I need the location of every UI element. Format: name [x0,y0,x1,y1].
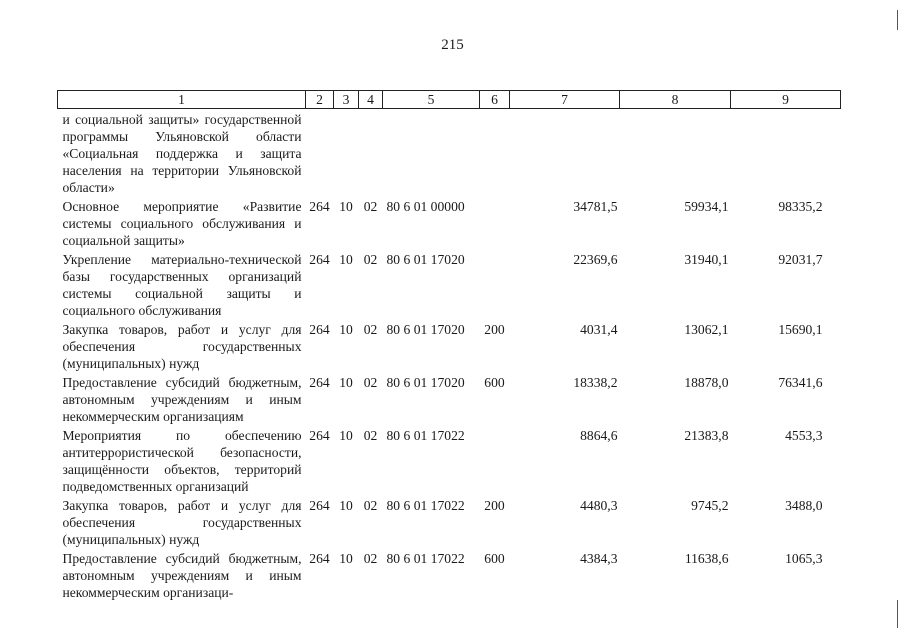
cell-grbs: 264 [309,322,330,337]
cell-grbs: 264 [309,375,330,390]
cell-target-article: 80 6 01 17020 [386,252,465,267]
cell-subsection [359,109,383,197]
column-header-5: 5 [383,91,480,109]
cell-grbs: 264 [309,498,330,513]
cell-target-article: 80 6 01 17022 [386,551,465,566]
cell-amount-9: 1065,3 [785,551,823,566]
cell-target-article [383,109,480,197]
cell-amount-7: 4480,3 [580,498,618,513]
cell-subsection: 02 [363,428,378,443]
cell-subsection: 02 [363,199,378,214]
page-number: 215 [441,37,464,53]
cell-section: 10 [339,252,353,267]
cell-expense-type: 600 [484,551,505,566]
column-header-7: 7 [510,91,620,109]
table-row [58,372,841,425]
cell-amount-8 [620,109,731,197]
table-body [58,109,841,602]
cell-amount-9: 76341,6 [778,375,823,390]
scan-margin-line [897,10,898,30]
cell-amount-7: 34781,5 [573,199,618,214]
row-name: Предоставление субсидий бюджетным, автономным учреждениям и иным некоммерческим организаци- [62,551,302,600]
cell-amount-7: 8864,6 [580,428,618,443]
cell-expense-type [480,425,510,495]
cell-amount-8: 13062,1 [684,322,729,337]
cell-amount-7: 4031,4 [580,322,618,337]
cell-target-article: 80 6 01 17022 [386,498,465,513]
cell-subsection: 02 [363,498,378,513]
table-row [58,495,841,548]
table-row [58,249,841,319]
cell-section [334,109,359,197]
cell-section: 10 [339,551,353,566]
cell-subsection: 02 [363,375,378,390]
cell-section: 10 [339,428,353,443]
cell-section: 10 [339,199,353,214]
row-name: Мероприятия по обеспечению антитеррористической безопасности, защищённости объектов, территорий подведомственных организаций [62,428,302,494]
cell-subsection: 02 [363,252,378,267]
cell-amount-9: 98335,2 [778,199,823,214]
table-row [58,548,841,601]
table-row [58,196,841,249]
cell-amount-8: 31940,1 [684,252,729,267]
cell-amount-8: 21383,8 [684,428,729,443]
cell-expense-type: 200 [484,322,505,337]
row-name: Предоставление субсидий бюджетным, автономным учреждениям и иным некоммерческим организациям [62,375,302,424]
cell-section: 10 [339,498,353,513]
table-row [58,109,841,197]
cell-target-article: 80 6 01 00000 [386,199,465,214]
cell-target-article: 80 6 01 17022 [386,428,465,443]
cell-amount-8: 18878,0 [684,375,729,390]
column-header-9: 9 [731,91,841,109]
cell-grbs [306,109,334,197]
cell-amount-7 [510,109,620,197]
cell-subsection: 02 [363,322,378,337]
budget-table [57,90,841,601]
scan-margin-line [897,600,898,628]
column-header-4: 4 [359,91,383,109]
column-header-3: 3 [334,91,359,109]
cell-expense-type [480,109,510,197]
cell-target-article: 80 6 01 17020 [386,375,465,390]
cell-amount-9: 15690,1 [778,322,823,337]
cell-amount-7: 18338,2 [573,375,618,390]
row-name: Основное мероприятие «Развитие системы социального обслуживания и социальной защиты» [62,199,302,248]
cell-grbs: 264 [309,252,330,267]
header-row [58,91,841,109]
cell-expense-type [480,249,510,319]
table-header [58,91,841,109]
cell-grbs: 264 [309,428,330,443]
cell-amount-7: 4384,3 [580,551,618,566]
cell-expense-type [480,196,510,249]
column-header-2: 2 [306,91,334,109]
table-row [58,425,841,495]
cell-expense-type: 200 [484,498,505,513]
cell-target-article: 80 6 01 17020 [386,322,465,337]
cell-grbs: 264 [309,199,330,214]
column-header-1: 1 [58,91,306,109]
cell-amount-7: 22369,6 [573,252,618,267]
cell-amount-9 [731,109,841,197]
column-header-8: 8 [620,91,731,109]
cell-amount-9: 3488,0 [785,498,823,513]
cell-section: 10 [339,375,353,390]
table-row [58,319,841,372]
cell-amount-8: 11638,6 [684,551,729,566]
row-name: Закупка товаров, работ и услуг для обеспечения государственных (муниципальных) нужд [62,498,302,547]
cell-amount-9: 92031,7 [778,252,823,267]
cell-expense-type: 600 [484,375,505,390]
cell-subsection: 02 [363,551,378,566]
cell-grbs: 264 [309,551,330,566]
cell-section: 10 [339,322,353,337]
row-name: Закупка товаров, работ и услуг для обеспечения государственных (муниципальных) нужд [62,322,302,371]
column-header-6: 6 [480,91,510,109]
row-name: и социальной защиты» государственной программы Ульяновской области «Социальная поддержка и защита населения на территории Ульяновской области» [62,112,302,195]
cell-amount-8: 9745,2 [691,498,729,513]
cell-amount-9: 4553,3 [785,428,823,443]
cell-amount-8: 59934,1 [684,199,729,214]
row-name: Укрепление материально-технической базы государственных организаций системы социальной защиты и социального обслуживания [62,252,302,318]
